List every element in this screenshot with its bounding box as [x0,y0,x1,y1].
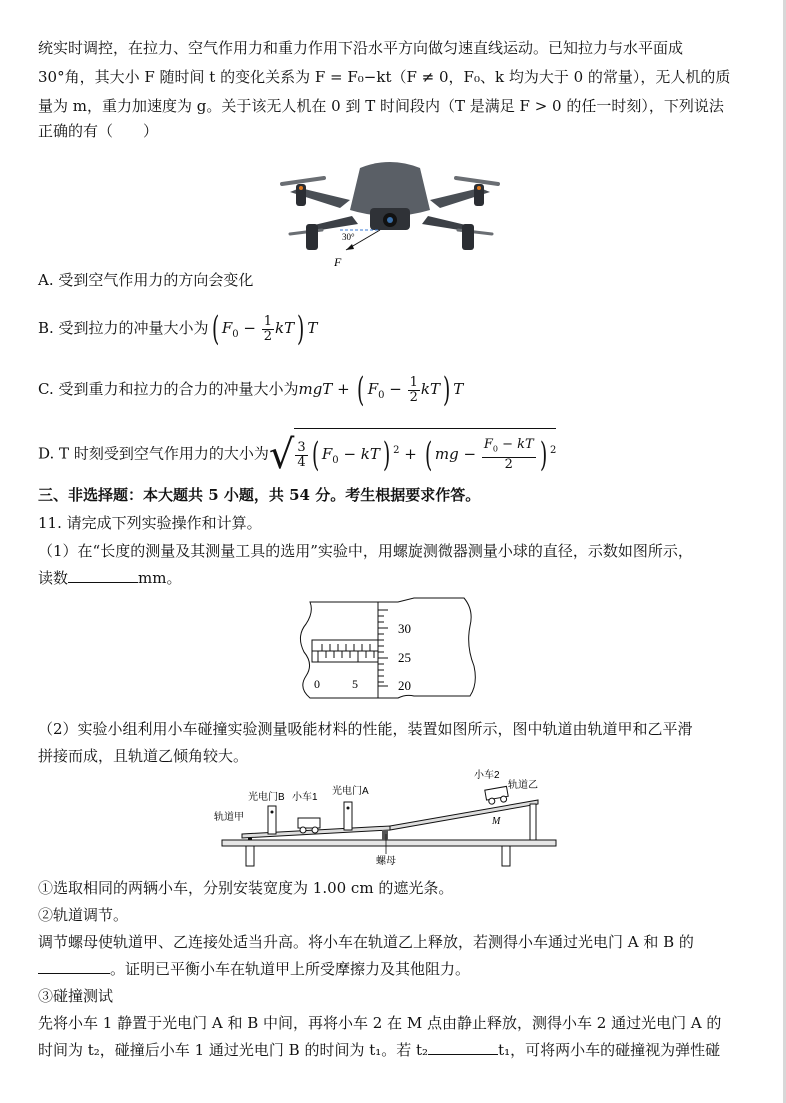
gate-b [268,806,276,834]
label-nut: 螺母 [376,856,396,867]
thimble-label-25: 25 [398,650,411,665]
step-2-tail: 。证明已平衡小车在轨道甲上所受摩擦力及其他阻力。 [110,960,471,978]
label-car-2: 小车2 [474,770,500,781]
intro-line-4: 正确的有（ ） [38,122,159,140]
thimble-scale [378,610,388,686]
angle-label: 30° [342,232,355,242]
step-3-line2-b: t₁，可将两小车的碰撞视为弹性碰 [498,1041,721,1059]
option-c: C. 受到重力和拉力的合力的冲量大小为mgT + ( $F_0$ − $\frac{1}{2}$ kT) T [38,370,464,410]
intro-line-2: 30°角，其大小 F 随时间 t 的变化关系为 F = F₀−kt（F ≠ 0，F₀、k 均为大于 0 的常量），无人机的质 [38,68,731,86]
main-label-0: 0 [314,677,320,691]
q11-part2-line2: 拼接而成，且轨道乙倾角较大。 [38,747,249,765]
step-3-line2-a: 时间为 t₂，碰撞后小车 1 通过光电门 B 的时间为 t₁。若 t₂ [38,1041,429,1059]
label-gate-b: 光电门B [248,792,285,803]
step-2-text: 调节螺母使轨道甲、乙连接处适当升高。将小车在轨道乙上释放，若测得小车通过光电门 A 和 B 的 [38,933,694,951]
main-label-5: 5 [352,677,358,691]
answer-blank-gate-times[interactable] [38,959,110,974]
thimble-label-20: 20 [398,678,411,693]
label-track-yi: 轨道乙 [508,780,538,791]
q11-unit: mm。 [138,569,182,587]
intro-line-3: 量为 m，重力加速度为 g。关于该无人机在 0 到 T 时间段内（T 是满足 F > 0 的任一时刻），下列说法 [38,97,724,115]
thimble-label-30: 30 [398,621,411,636]
step-3-line2 [38,1040,720,1060]
step-1: ①选取相同的两辆小车，分别安装宽度为 1.00 cm 的遮光条。 [38,879,454,897]
micrometer-figure [298,596,480,706]
label-track-jia: 轨道甲 [214,812,244,823]
gate-a [344,802,352,830]
step-3: ③碰撞测试 [38,987,114,1005]
step-2-line2 [38,959,470,979]
step-2: ②轨道调节。 [38,906,129,924]
car-1 [298,818,320,828]
label-car-1: 小车1 [292,792,318,803]
option-d-label: D. [38,444,55,463]
section-3-heading: 三、非选择题：本大题共 5 小题，共 54 分。考生根据要求作答。 [38,486,481,504]
q11-part1-line1: （1）在“长度的测量及其测量工具的选用”实验中，用螺旋测微器测量小球的直径，示数如图所示， [38,542,693,560]
answer-blank-reading[interactable] [68,568,138,583]
track-figure [212,766,560,872]
q11-title: 11. 请完成下列实验操作和计算。 [38,514,262,532]
answer-blank-relation[interactable] [428,1040,498,1055]
q11-part1-line2 [38,568,181,588]
label-point-m: M [492,816,501,827]
step-3-line1: 先将小车 1 静置于光电门 A 和 B 中间，再将小车 2 在 M 点由静止释放，测得小车 2 通过光电门 A 的 [38,1014,722,1032]
main-scale [318,644,374,662]
car-2 [485,786,509,805]
q11-read-label: 读数 [38,569,69,587]
q11-part2-line1: （2）实验小组利用小车碰撞实验测量吸能材料的性能，装置如图所示，图中轨道由轨道甲和乙平滑 [38,720,693,738]
drone-figure [280,148,500,270]
drone-icon [282,162,498,250]
option-b-text: B. 受到拉力的冲量大小为 [38,319,209,337]
option-c-text: C. 受到重力和拉力的合力的冲量大小为 [38,380,299,398]
option-d-text: T 时刻受到空气作用力的大小为 [59,444,269,463]
label-gate-a: 光电门A [332,786,369,797]
intro-line-1: 统实时调控，在拉力、空气作用力和重力作用下沿水平方向做匀速直线运动。已知拉力与水平面成 [38,39,684,57]
option-b: B. 受到拉力的冲量大小为( $F_0$ − $\frac{1}{2}$ kT) T [38,309,318,349]
force-label: F [334,255,342,269]
option-a: A. 受到空气作用力的方向会变化 [38,271,254,289]
option-d: D. T 时刻受到空气作用力的大小为√ $\frac{3}{4}$ ( $F_0 - kT$) $^2$ + ( mg − $\frac{F_0 - kT}{2}$ ) $^2$ [38,428,556,481]
